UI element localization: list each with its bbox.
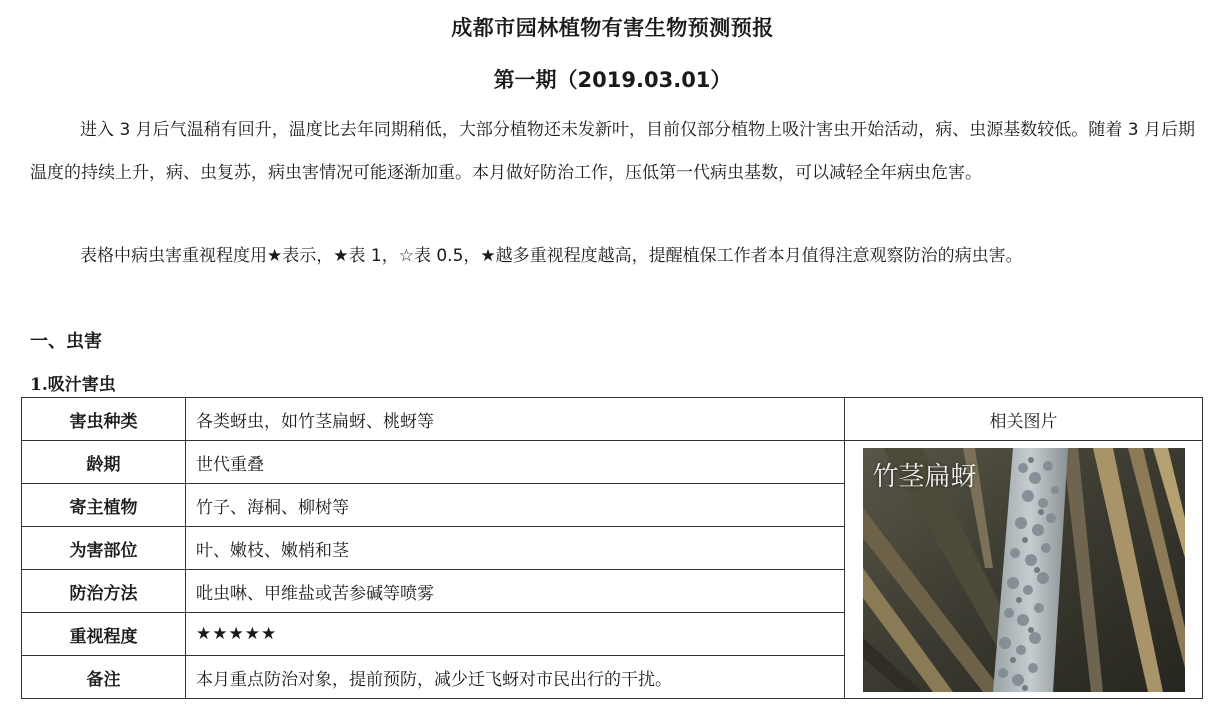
table-row [22,398,1203,441]
row-label: 防治方法 [22,570,186,613]
pest-table [21,397,1203,699]
aphid-photo [863,448,1185,692]
row-value: 竹子、海桐、柳树等 [186,484,845,527]
intro-paragraph: 进入 3 月后气温稍有回升，温度比去年同期稍低，大部分植物还未发新叶，目前仅部分植物上吸汁害虫开始活动，病、虫源基数较低。随着 3 月后期温度的持续上升，病、虫复苏，病虫害情况可能逐渐加重。本月做好防治工作，压低第一代病虫基数，可以减轻全年病虫危害。 [30,120,1195,183]
row-value: 吡虫啉、甲维盐或苦参碱等喷雾 [186,570,845,613]
row-value: 本月重点防治对象，提前预防，减少迁飞蚜对市民出行的干扰。 [186,656,845,699]
table-row [22,441,1203,484]
row-label: 重视程度 [22,613,186,656]
image-cell [845,441,1203,699]
sub-heading: 1.吸汁害虫 [30,375,116,395]
row-value: 世代重叠 [186,441,845,484]
row-label: 害虫种类 [22,398,186,441]
section-heading: 一、虫害 [30,331,102,352]
row-value: 各类蚜虫，如竹茎扁蚜、桃蚜等 [186,398,845,441]
row-label: 备注 [22,656,186,699]
row-label: 寄主植物 [22,484,186,527]
row-value: 叶、嫩枝、嫩梢和茎 [186,527,845,570]
legend-paragraph: 表格中病虫害重视程度用★表示，★表 1，☆表 0.5，★越多重视程度越高，提醒植保工作者本月值得注意观察防治的病虫害。 [80,246,1023,266]
row-label: 为害部位 [22,527,186,570]
importance-stars: ★★★★★ [186,613,845,656]
document-title: 成都市园林植物有害生物预测预报 [451,16,774,40]
image-header: 相关图片 [845,398,1203,441]
issue-subtitle: 第一期（2019.03.01） [493,68,732,92]
row-label: 龄期 [22,441,186,484]
photo-caption: 竹茎扁蚜 [872,461,977,492]
